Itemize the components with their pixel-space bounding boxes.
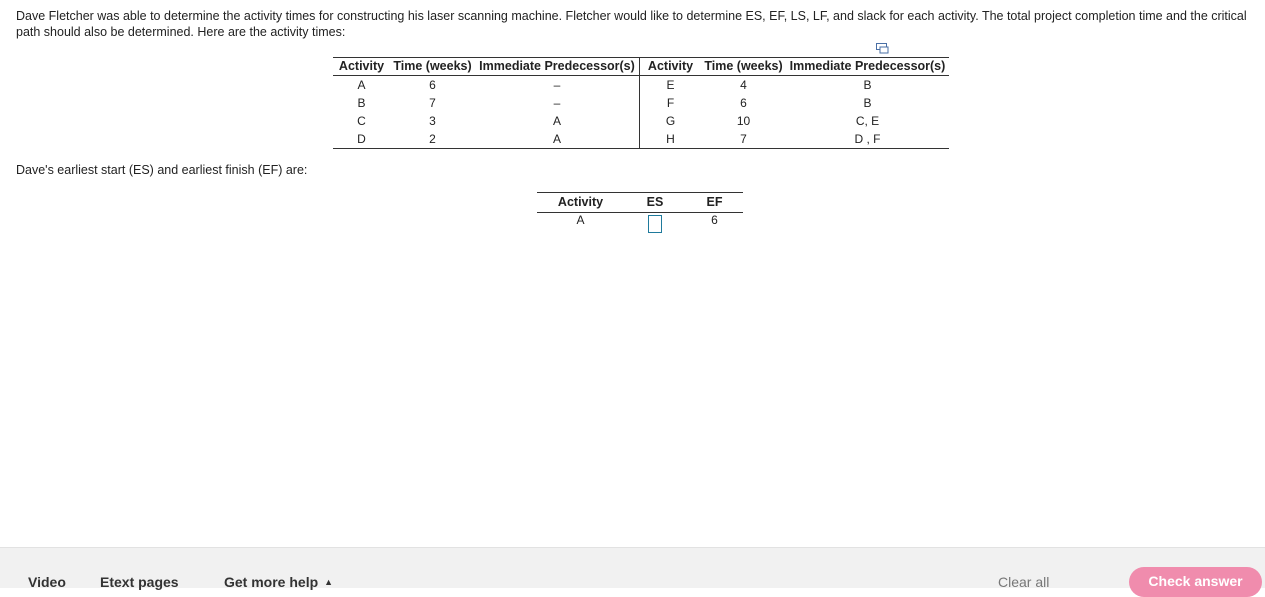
question-text: Dave's earliest start (ES) and earliest finish (EF) are: [16, 163, 308, 177]
table-row [537, 213, 743, 237]
header-activity: Activity [537, 193, 624, 213]
header-es: ES [624, 193, 686, 213]
header-predecessors-2: Immediate Predecessor(s) [786, 58, 949, 76]
header-time: Time (weeks) [390, 58, 475, 76]
time-cell: 2 [429, 132, 436, 146]
copy-to-clipboard-icon[interactable] [876, 43, 889, 54]
predecessor-cell: A [475, 130, 640, 149]
header-predecessors: Immediate Predecessor(s) [475, 58, 640, 76]
get-more-help-link[interactable] [224, 574, 333, 590]
caret-up-icon: ▲ [324, 577, 334, 587]
activity-cell: H [666, 132, 675, 146]
clear-all-button[interactable]: Clear all [998, 574, 1050, 590]
time-cell: 4 [740, 78, 747, 92]
es-answer-input[interactable] [648, 215, 662, 233]
time-cell: 7 [740, 132, 747, 146]
predecessor-cell: D , F [854, 132, 881, 146]
activity-cell: B [357, 96, 366, 110]
video-link[interactable]: Video [28, 574, 66, 590]
time-cell: 3 [429, 114, 436, 128]
activity-cell: E [666, 78, 675, 92]
activity-cell: F [666, 96, 675, 110]
predecessor-cell: – [475, 76, 640, 95]
time-cell: 7 [429, 96, 436, 110]
predecessor-cell: B [863, 78, 872, 92]
table-row [333, 94, 949, 112]
ef-cell: 6 [711, 213, 718, 227]
etext-pages-link[interactable]: Etext pages [100, 574, 179, 590]
table-row [333, 76, 949, 95]
time-cell: 10 [736, 114, 751, 128]
predecessor-cell: B [863, 96, 872, 110]
header-time-2: Time (weeks) [701, 58, 786, 76]
activity-cell: D [357, 132, 366, 146]
predecessor-cell: A [475, 112, 640, 130]
time-cell: 6 [740, 96, 747, 110]
activity-cell: C [357, 114, 366, 128]
header-activity: Activity [333, 58, 390, 76]
header-ef: EF [686, 193, 743, 213]
predecessor-cell: C, E [855, 114, 880, 128]
problem-text: Dave Fletcher was able to determine the activity times for constructing his laser scanning machine. Fletcher would like to determine ES, EF, LS, LF, and slack for each activity. The total project completion time and the critical path should also be determined. Here are the activity times: [16, 9, 1247, 39]
activity-cell: G [665, 114, 676, 128]
predecessor-cell: – [475, 94, 640, 112]
es-cell [624, 213, 686, 237]
table-row [333, 130, 949, 149]
table-row [333, 112, 949, 130]
time-cell: 6 [429, 78, 436, 92]
activity-cell: A [357, 78, 366, 92]
activity-times-table [333, 57, 949, 149]
activity-cell: A [576, 213, 585, 227]
check-answer-button[interactable]: Check answer [1129, 567, 1262, 597]
footer-bar [0, 547, 1265, 588]
get-more-help-label: Get more help [224, 574, 319, 590]
header-activity-2: Activity [640, 58, 702, 76]
es-ef-answer-table [537, 192, 743, 236]
